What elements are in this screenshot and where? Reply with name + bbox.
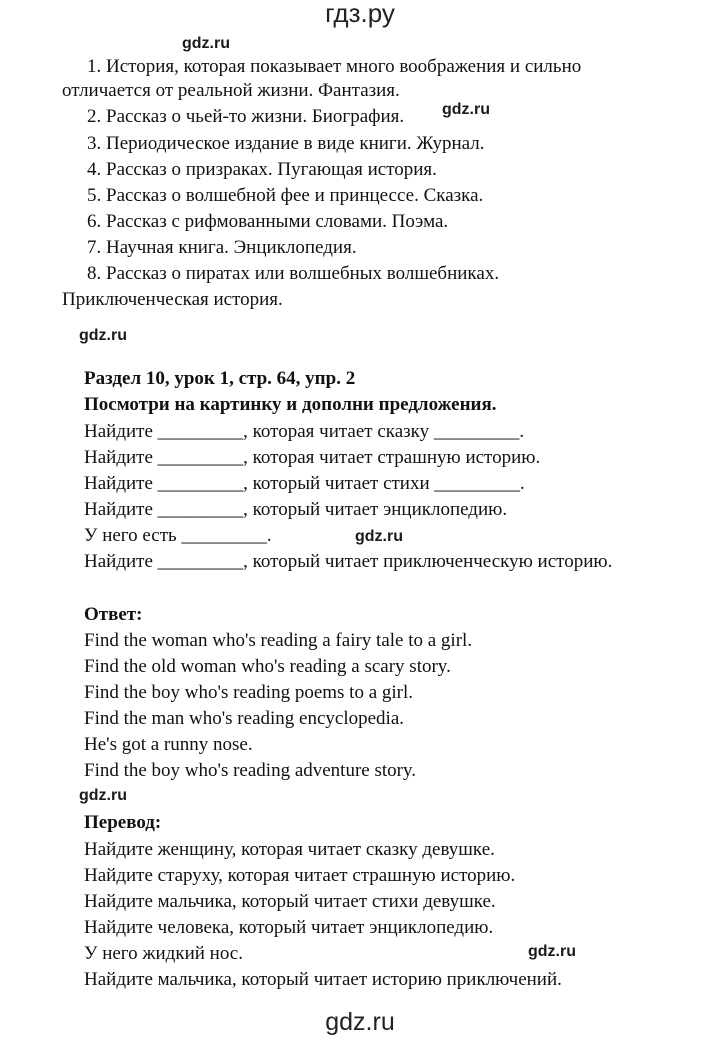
exercise-instruction: Посмотри на картинку и дополни предложения. <box>84 394 497 415</box>
answer-line: Find the man who's reading encyclopedia. <box>84 708 405 729</box>
exercise-line: Найдите _________, которая читает страшную историю. <box>84 447 541 468</box>
exercise-line: Найдите _________, который читает стихи _________. <box>84 473 525 494</box>
translation-heading: Перевод: <box>84 812 162 833</box>
definition-line: 5. Рассказ о волшебной фее и принцессе. Сказка. <box>87 185 484 206</box>
translation-line: Найдите женщину, которая читает сказку девушке. <box>84 839 495 860</box>
definition-line: 7. Научная книга. Энциклопедия. <box>87 237 357 258</box>
answer-line: Find the woman who's reading a fairy tale to a girl. <box>84 630 473 651</box>
definition-line: 8. Рассказ о пиратах или волшебных волшебниках. <box>87 263 500 284</box>
answer-line: Find the boy who's reading adventure story. <box>84 760 416 781</box>
exercise-heading: Раздел 10, урок 1, стр. 64, упр. 2 <box>84 368 356 389</box>
watermark: gdz.ru <box>528 943 576 960</box>
definition-line: 2. Рассказ о чьей-то жизни. Биография. <box>87 106 405 127</box>
watermark: gdz.ru <box>182 35 230 52</box>
translation-line: Найдите мальчика, который читает историю приключений. <box>84 969 562 990</box>
definition-line: 1. История, которая показывает много воображения и сильно <box>87 56 582 77</box>
translation-line: Найдите мальчика, который читает стихи девушке. <box>84 891 496 912</box>
definition-line: Приключенческая история. <box>62 289 283 310</box>
watermark: gdz.ru <box>442 101 490 118</box>
site-footer: gdz.ru <box>325 1008 395 1036</box>
watermark: gdz.ru <box>79 327 127 344</box>
translation-line: Найдите человека, который читает энциклопедию. <box>84 917 494 938</box>
answer-heading: Ответ: <box>84 604 143 625</box>
answer-line: He's got a runny nose. <box>84 734 253 755</box>
answer-line: Find the old woman who's reading a scary story. <box>84 656 451 677</box>
answer-line: Find the boy who's reading poems to a girl. <box>84 682 414 703</box>
translation-line: Найдите старуху, которая читает страшную историю. <box>84 865 516 886</box>
exercise-line: Найдите _________, который читает энциклопедию. <box>84 499 508 520</box>
definition-line: 3. Периодическое издание в виде книги. Журнал. <box>87 133 485 154</box>
watermark: gdz.ru <box>355 528 403 545</box>
definition-line: 6. Рассказ с рифмованными словами. Поэма. <box>87 211 449 232</box>
site-header: гдз.ру <box>325 0 395 28</box>
definition-line: отличается от реальной жизни. Фантазия. <box>62 80 400 101</box>
definition-line: 4. Рассказ о призраках. Пугающая история. <box>87 159 437 180</box>
watermark: gdz.ru <box>79 787 127 804</box>
exercise-line: У него есть _________. <box>84 525 272 546</box>
exercise-line: Найдите _________, который читает приключенческую историю. <box>84 551 613 572</box>
translation-line: У него жидкий нос. <box>84 943 243 964</box>
exercise-line: Найдите _________, которая читает сказку _________. <box>84 421 525 442</box>
